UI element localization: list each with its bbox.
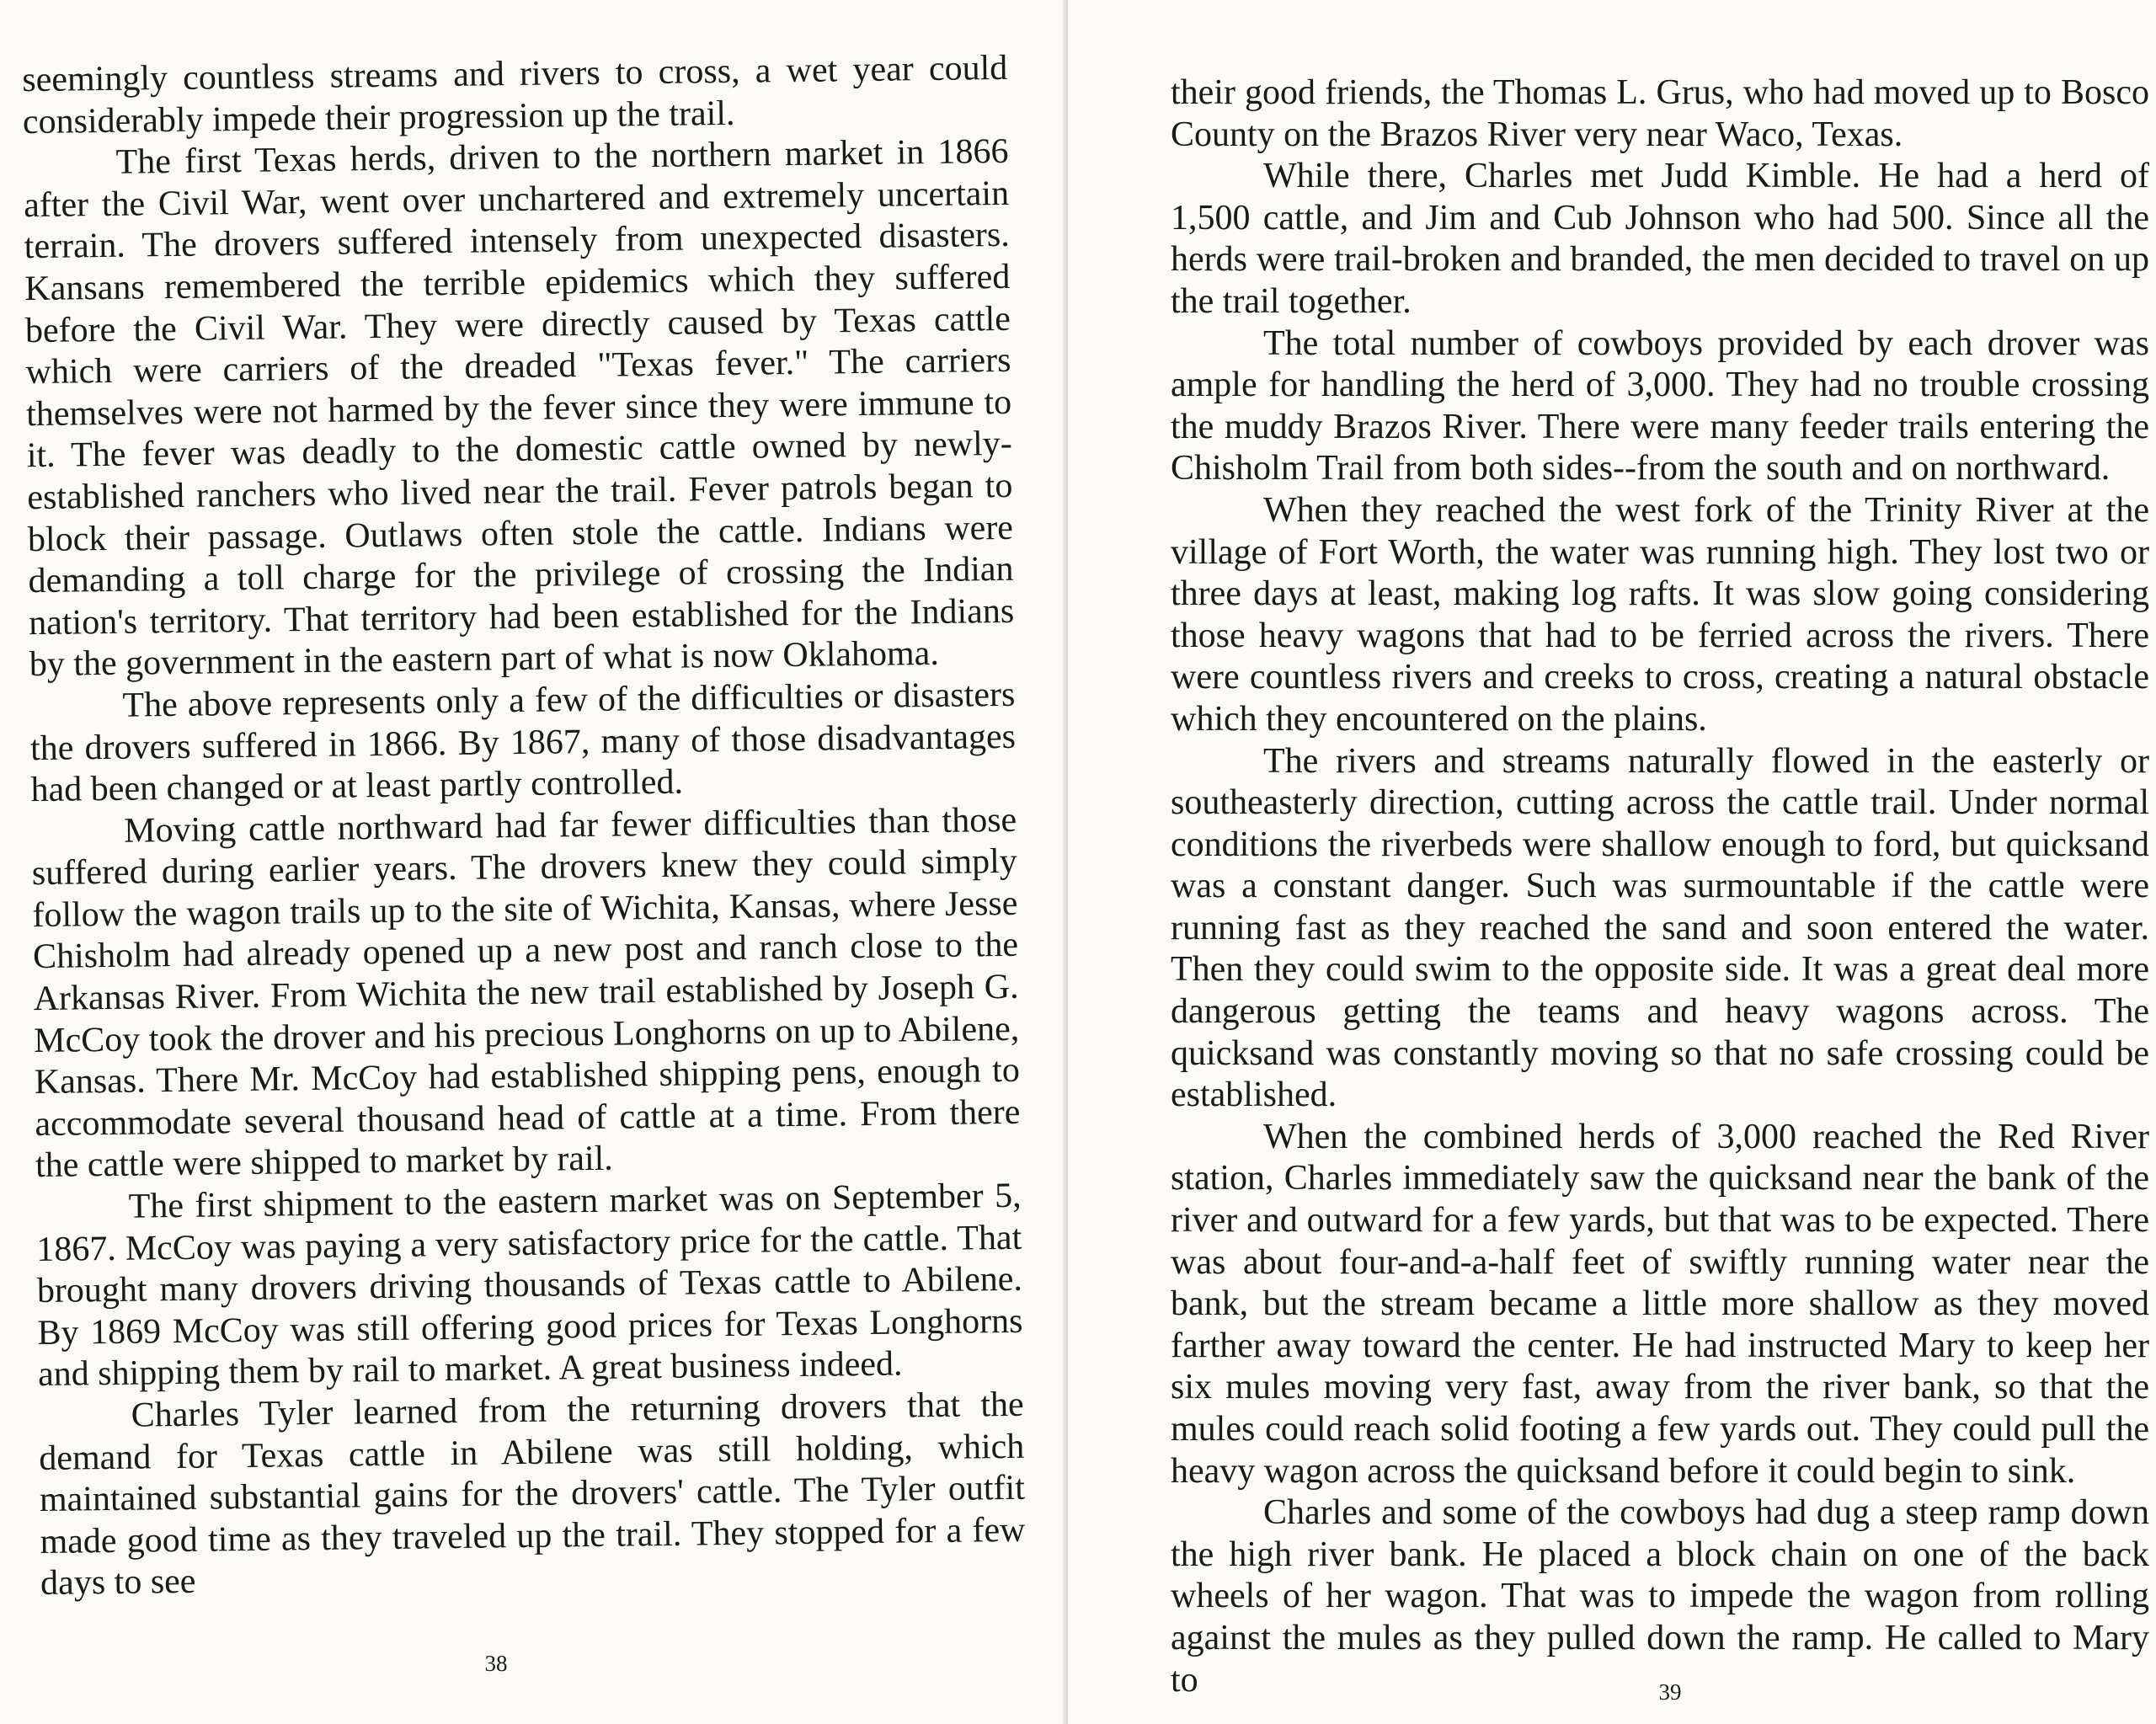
paragraph: The first shipment to the eastern market was on September 5, 1867. McCoy was paying a very satisfactory price for the cattle. That brought many drovers driving thousands of Texas cattle to Abilene. By 1869 McCoy was still offering good prices for Texas Longhorns and shipping them by rail to market. A great business indeed. [36, 1176, 1023, 1395]
left-page [0, 0, 1068, 1724]
right-page [1068, 0, 2156, 1724]
paragraph: Charles Tyler learned from the returning drovers that the demand for Texas cattle in Abilene was still holding, which maintained substantial gains for the drovers' cattle. The Tyler outfit made good time as they traveled up the trail. They stopped for a few days to see [39, 1385, 1026, 1604]
paragraph: When the combined herds of 3,000 reached the Red River station, Charles immediately saw the quicksand near the bank of the river and outward for a few yards, but that was to be expected. There was about four-and-a-half feet of swiftly running water near the bank, but the stream became a little more shallow as they moved farther away toward the center. He had instructed Mary to keep her six mules moving very fast, away from the river bank, so that the mules could reach solid footing a few yards out. They could pull the heavy wagon across the quicksand before it could begin to sink. [1171, 1117, 2149, 1491]
paragraph: Charles and some of the cowboys had dug a steep ramp down the high river bank. He placed a block chain on one of the back wheels of her wagon. That was to impede the wagon from rolling against the mules as they pulled down the ramp. He called to Mary to [1171, 1493, 2149, 1700]
paragraph: While there, Charles met Judd Kimble. He had a herd of 1,500 cattle, and Jim and Cub Johnson who had 500. Since all the herds were trail-broken and branded, the men decided to travel on up the trail together. [1171, 157, 2149, 321]
page-number: 38 [484, 1651, 508, 1676]
left-page-text [22, 48, 1026, 1605]
page-number: 39 [1658, 1679, 1682, 1705]
paragraph: their good friends, the Thomas L. Grus, who had moved up to Bosco County on the Brazos River very near Waco, Texas. [1171, 73, 2149, 154]
paragraph: Moving cattle northward had far fewer difficulties than those suffered during earlier years. The drovers knew they could simply follow the wagon trails up to the site of Wichita, Kansas, where Jesse Chisholm had already opened up a new post and ranch close to the Arkansas River. From Wichita the new trail established by Joseph G. McCoy took the drover and his precious Longhorns on up to Abilene, Kansas. There Mr. McCoy had established shipping pens, enough to accommodate several thousand head of cattle at a time. From there the cattle were shipped to market by rail. [31, 800, 1021, 1186]
paragraph: The above represents only a few of the difficulties or disasters the drovers suffered in 1866. By 1867, many of those disadvantages had been changed or at least partly controlled. [29, 675, 1017, 810]
paragraph: The total number of cowboys provided by each drover was ample for handling the herd of 3,000. They had no trouble crossing the muddy Brazos River. There were many feeder trails entering the Chisholm Trail from both sides--from the south and on northward. [1171, 323, 2149, 488]
right-page-text [1171, 72, 2149, 1701]
paragraph: The first Texas herds, driven to the northern market in 1866 after the Civil War, went over unchartered and extremely uncertain terrain. The drovers suffered intensely from unexpected disasters. Kansans remembered the terrible epidemics which they suffered before the Civil War. They were directly caused by Texas cattle which were carriers of the dreaded "Texas fever." The carriers themselves were not harmed by the fever since they were immune to it. The fever was deadly to the domestic cattle owned by newly-established ranchers who lived near the trail. Fever patrols began to block their passage. Outlaws often stole the cattle. Indians were demanding a toll charge for the privilege of crossing the Indian nation's territory. That territory had been established for the Indians by the government in the eastern part of what is now Oklahoma. [23, 132, 1015, 685]
paragraph: When they reached the west fork of the Trinity River at the village of Fort Worth, the water was running high. They lost two or three days at least, making log rafts. It was slow going considering those heavy wagons that had to be ferried across the rivers. There were countless rivers and creeks to cross, creating a natural obstacle which they encountered on the plains. [1171, 490, 2149, 739]
paragraph: seemingly countless streams and rivers to cross, a wet year could considerably impede their progression up the trail. [22, 48, 1008, 141]
paragraph: The rivers and streams naturally flowed in the easterly or southeasterly direction, cutting across the cattle trail. Under normal conditions the riverbeds were shallow enough to ford, but quicksand was a constant danger. Such was surmountable if the cattle were running fast as they reached the sand and soon entered the water. Then they could swim to the opposite side. It was a great deal more dangerous getting the teams and heavy wagons across. The quicksand was constantly moving so that no safe crossing could be established. [1171, 741, 2149, 1115]
